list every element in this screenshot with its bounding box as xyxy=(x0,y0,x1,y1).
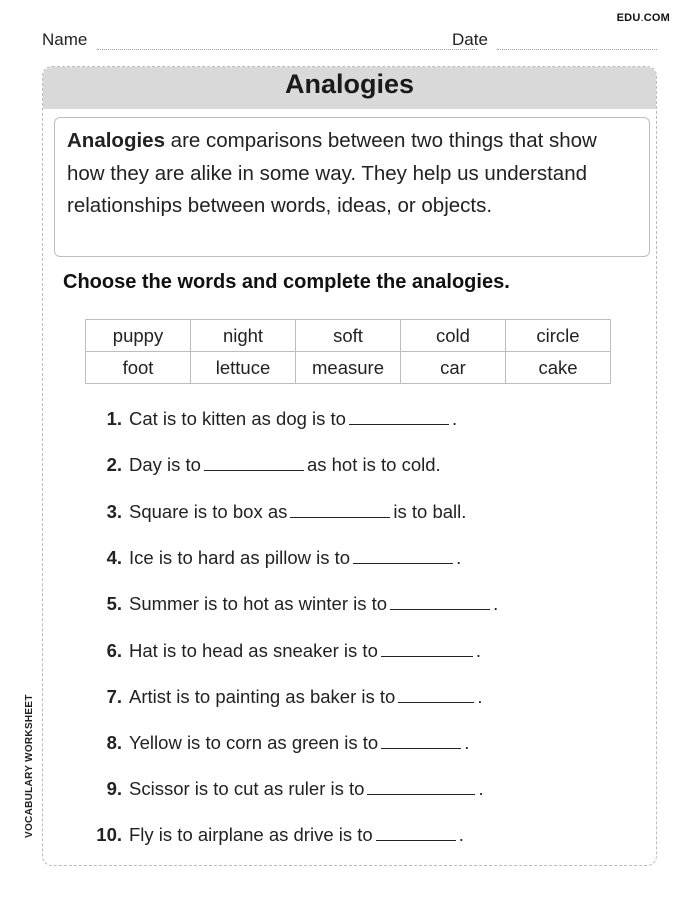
question-number: 2. xyxy=(106,454,122,475)
answer-blank[interactable] xyxy=(349,410,449,425)
word-bank-cell: cake xyxy=(506,352,611,384)
question-text-after: as hot is to cold. xyxy=(306,454,441,475)
worksheet-title: Analogies xyxy=(284,69,415,99)
name-date-row xyxy=(42,30,657,52)
question-text-after: . xyxy=(493,593,499,614)
question-text: Yellow is to corn as green is to xyxy=(129,732,379,753)
instruction-text: Choose the words and complete the analogies. xyxy=(63,271,510,293)
answer-blank[interactable] xyxy=(353,549,453,564)
question-text-after: . xyxy=(477,686,483,707)
word-bank-cell: foot xyxy=(86,352,191,384)
word-bank-cell: measure xyxy=(296,352,401,384)
question-number: 3. xyxy=(106,501,122,522)
question-number: 8. xyxy=(106,732,122,753)
question-text: Artist is to painting as baker is to xyxy=(129,686,396,707)
answer-blank[interactable] xyxy=(398,688,474,703)
question-item xyxy=(80,732,469,762)
word-bank-cell: soft xyxy=(296,320,401,352)
question-text: Cat is to kitten as dog is to xyxy=(129,408,346,429)
word-bank-cell: circle xyxy=(506,320,611,352)
question-item xyxy=(80,501,466,531)
answer-blank[interactable] xyxy=(381,642,473,657)
word-bank-cell: night xyxy=(191,320,296,352)
question-text: Summer is to hot as winter is to xyxy=(129,593,388,614)
brand-logo xyxy=(617,12,670,24)
answer-blank[interactable] xyxy=(381,734,461,749)
question-text: Fly is to airplane as drive is to xyxy=(129,824,373,845)
question-text: Day is to xyxy=(129,454,201,475)
brand-dot: . xyxy=(640,12,644,24)
question-number: 4. xyxy=(106,547,122,568)
question-item xyxy=(80,408,457,438)
brand-com: COM xyxy=(643,12,670,24)
answer-blank[interactable] xyxy=(367,780,475,795)
intro-term: Analogies xyxy=(67,129,165,152)
intro-box xyxy=(54,117,650,257)
intro-text: are comparisons between two things that show how they are alike in some way. They help us understand relationships between words, ideas, or objects. xyxy=(67,129,597,217)
question-number: 9. xyxy=(106,778,122,799)
question-number: 1. xyxy=(106,408,122,429)
question-text-after: . xyxy=(478,778,484,799)
brand-edu: EDU xyxy=(616,12,641,24)
question-item xyxy=(80,454,441,484)
question-text: Ice is to hard as pillow is to xyxy=(129,547,351,568)
date-label: Date xyxy=(452,30,488,49)
question-text: Scissor is to cut as ruler is to xyxy=(129,778,365,799)
name-field[interactable] xyxy=(97,49,477,50)
question-item xyxy=(80,593,498,623)
question-item xyxy=(80,778,484,808)
word-bank-cell: puppy xyxy=(86,320,191,352)
answer-blank[interactable] xyxy=(204,456,304,471)
question-item xyxy=(80,686,482,716)
question-item xyxy=(80,824,464,854)
question-number: 6. xyxy=(106,640,122,661)
question-item xyxy=(80,640,481,670)
question-text-after: is to ball. xyxy=(393,501,467,522)
question-number: 7. xyxy=(106,686,122,707)
question-text-after: . xyxy=(456,547,462,568)
question-text-after: . xyxy=(451,408,458,429)
question-text: Hat is to head as sneaker is to xyxy=(129,640,378,661)
word-bank-table xyxy=(85,319,611,384)
question-text-after: . xyxy=(464,732,470,753)
question-number: 5. xyxy=(106,593,122,614)
question-item xyxy=(80,547,461,577)
word-bank-cell: cold xyxy=(401,320,506,352)
question-number: 10. xyxy=(96,824,122,845)
answer-blank[interactable] xyxy=(390,595,490,610)
date-field[interactable] xyxy=(497,49,657,50)
answer-blank[interactable] xyxy=(290,503,390,518)
word-bank-cell: car xyxy=(401,352,506,384)
name-label: Name xyxy=(42,30,88,49)
side-label: VOCABULARY WORKSHEET xyxy=(24,694,35,838)
question-text: Square is to box as xyxy=(129,501,288,522)
question-text-after: . xyxy=(475,640,481,661)
word-bank-cell: lettuce xyxy=(191,352,296,384)
word-bank-row xyxy=(86,352,611,384)
word-bank-row xyxy=(86,320,611,352)
question-text-after: . xyxy=(458,824,464,845)
answer-blank[interactable] xyxy=(376,826,456,841)
